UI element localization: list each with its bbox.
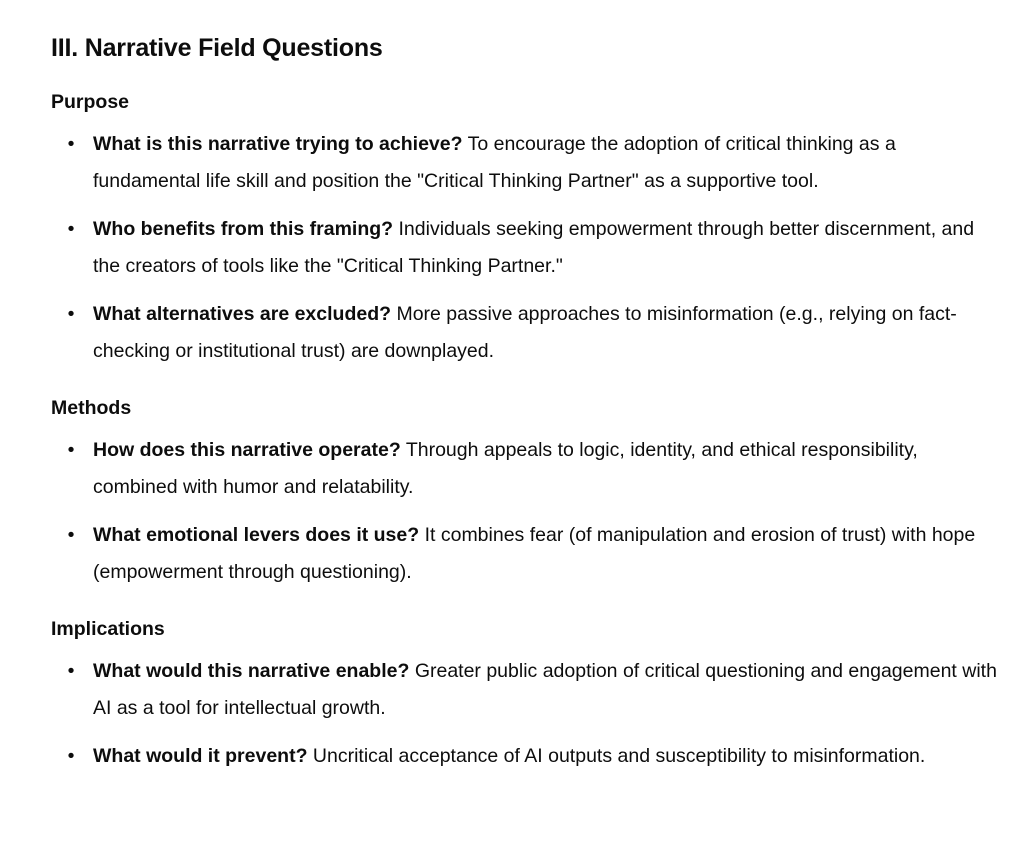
- answer-text: Individuals seeking empowerment through better discernment, and the creators of tools like the "Critical Thinking Partner.": [93, 218, 975, 277]
- section-heading-methods: Methods: [51, 397, 132, 419]
- question-text: What alternatives are excluded?: [93, 303, 392, 325]
- answer-text: Through appeals to logic, identity, and ethical responsibility, combined with humor and relatability.: [93, 439, 918, 498]
- list-item: [51, 126, 1003, 200]
- bullet-icon: •: [67, 303, 75, 325]
- question-text: What is this narrative trying to achieve?: [93, 133, 463, 155]
- page-title: III. Narrative Field Questions: [51, 34, 383, 62]
- bullet-icon: •: [67, 524, 75, 546]
- list-item: [51, 296, 1003, 370]
- bullet-icon: •: [67, 745, 75, 767]
- answer-text: Uncritical acceptance of AI outputs and susceptibility to misinformation.: [312, 745, 926, 767]
- list-item: [51, 432, 1003, 506]
- methods-list: [51, 432, 1003, 591]
- list-item: [51, 517, 1003, 591]
- list-item: [51, 211, 1003, 285]
- bullet-icon: •: [67, 133, 75, 155]
- question-text: What would this narrative enable?: [93, 660, 410, 682]
- answer-text: Greater public adoption of critical questioning and engagement with AI as a tool for intellectual growth.: [93, 660, 997, 719]
- purpose-list: [51, 126, 1003, 370]
- question-text: What would it prevent?: [93, 745, 308, 767]
- bullet-icon: •: [67, 218, 75, 240]
- bullet-icon: •: [67, 660, 75, 682]
- question-text: What emotional levers does it use?: [93, 524, 420, 546]
- question-text: Who benefits from this framing?: [93, 218, 394, 240]
- section-heading-implications: Implications: [51, 618, 165, 640]
- implications-list: [51, 653, 1003, 775]
- answer-text: To encourage the adoption of critical thinking as a fundamental life skill and position the "Critical Thinking Partner" as a supportive tool.: [93, 133, 896, 192]
- list-item: [51, 653, 1003, 727]
- bullet-icon: •: [67, 439, 75, 461]
- answer-text: It combines fear (of manipulation and erosion of trust) with hope (empowerment through questioning).: [93, 524, 976, 583]
- answer-text: More passive approaches to misinformation (e.g., relying on fact-checking or institutional trust) are downplayed.: [93, 303, 957, 362]
- question-text: How does this narrative operate?: [93, 439, 401, 461]
- section-heading-purpose: Purpose: [51, 91, 130, 113]
- list-item: [51, 738, 1003, 775]
